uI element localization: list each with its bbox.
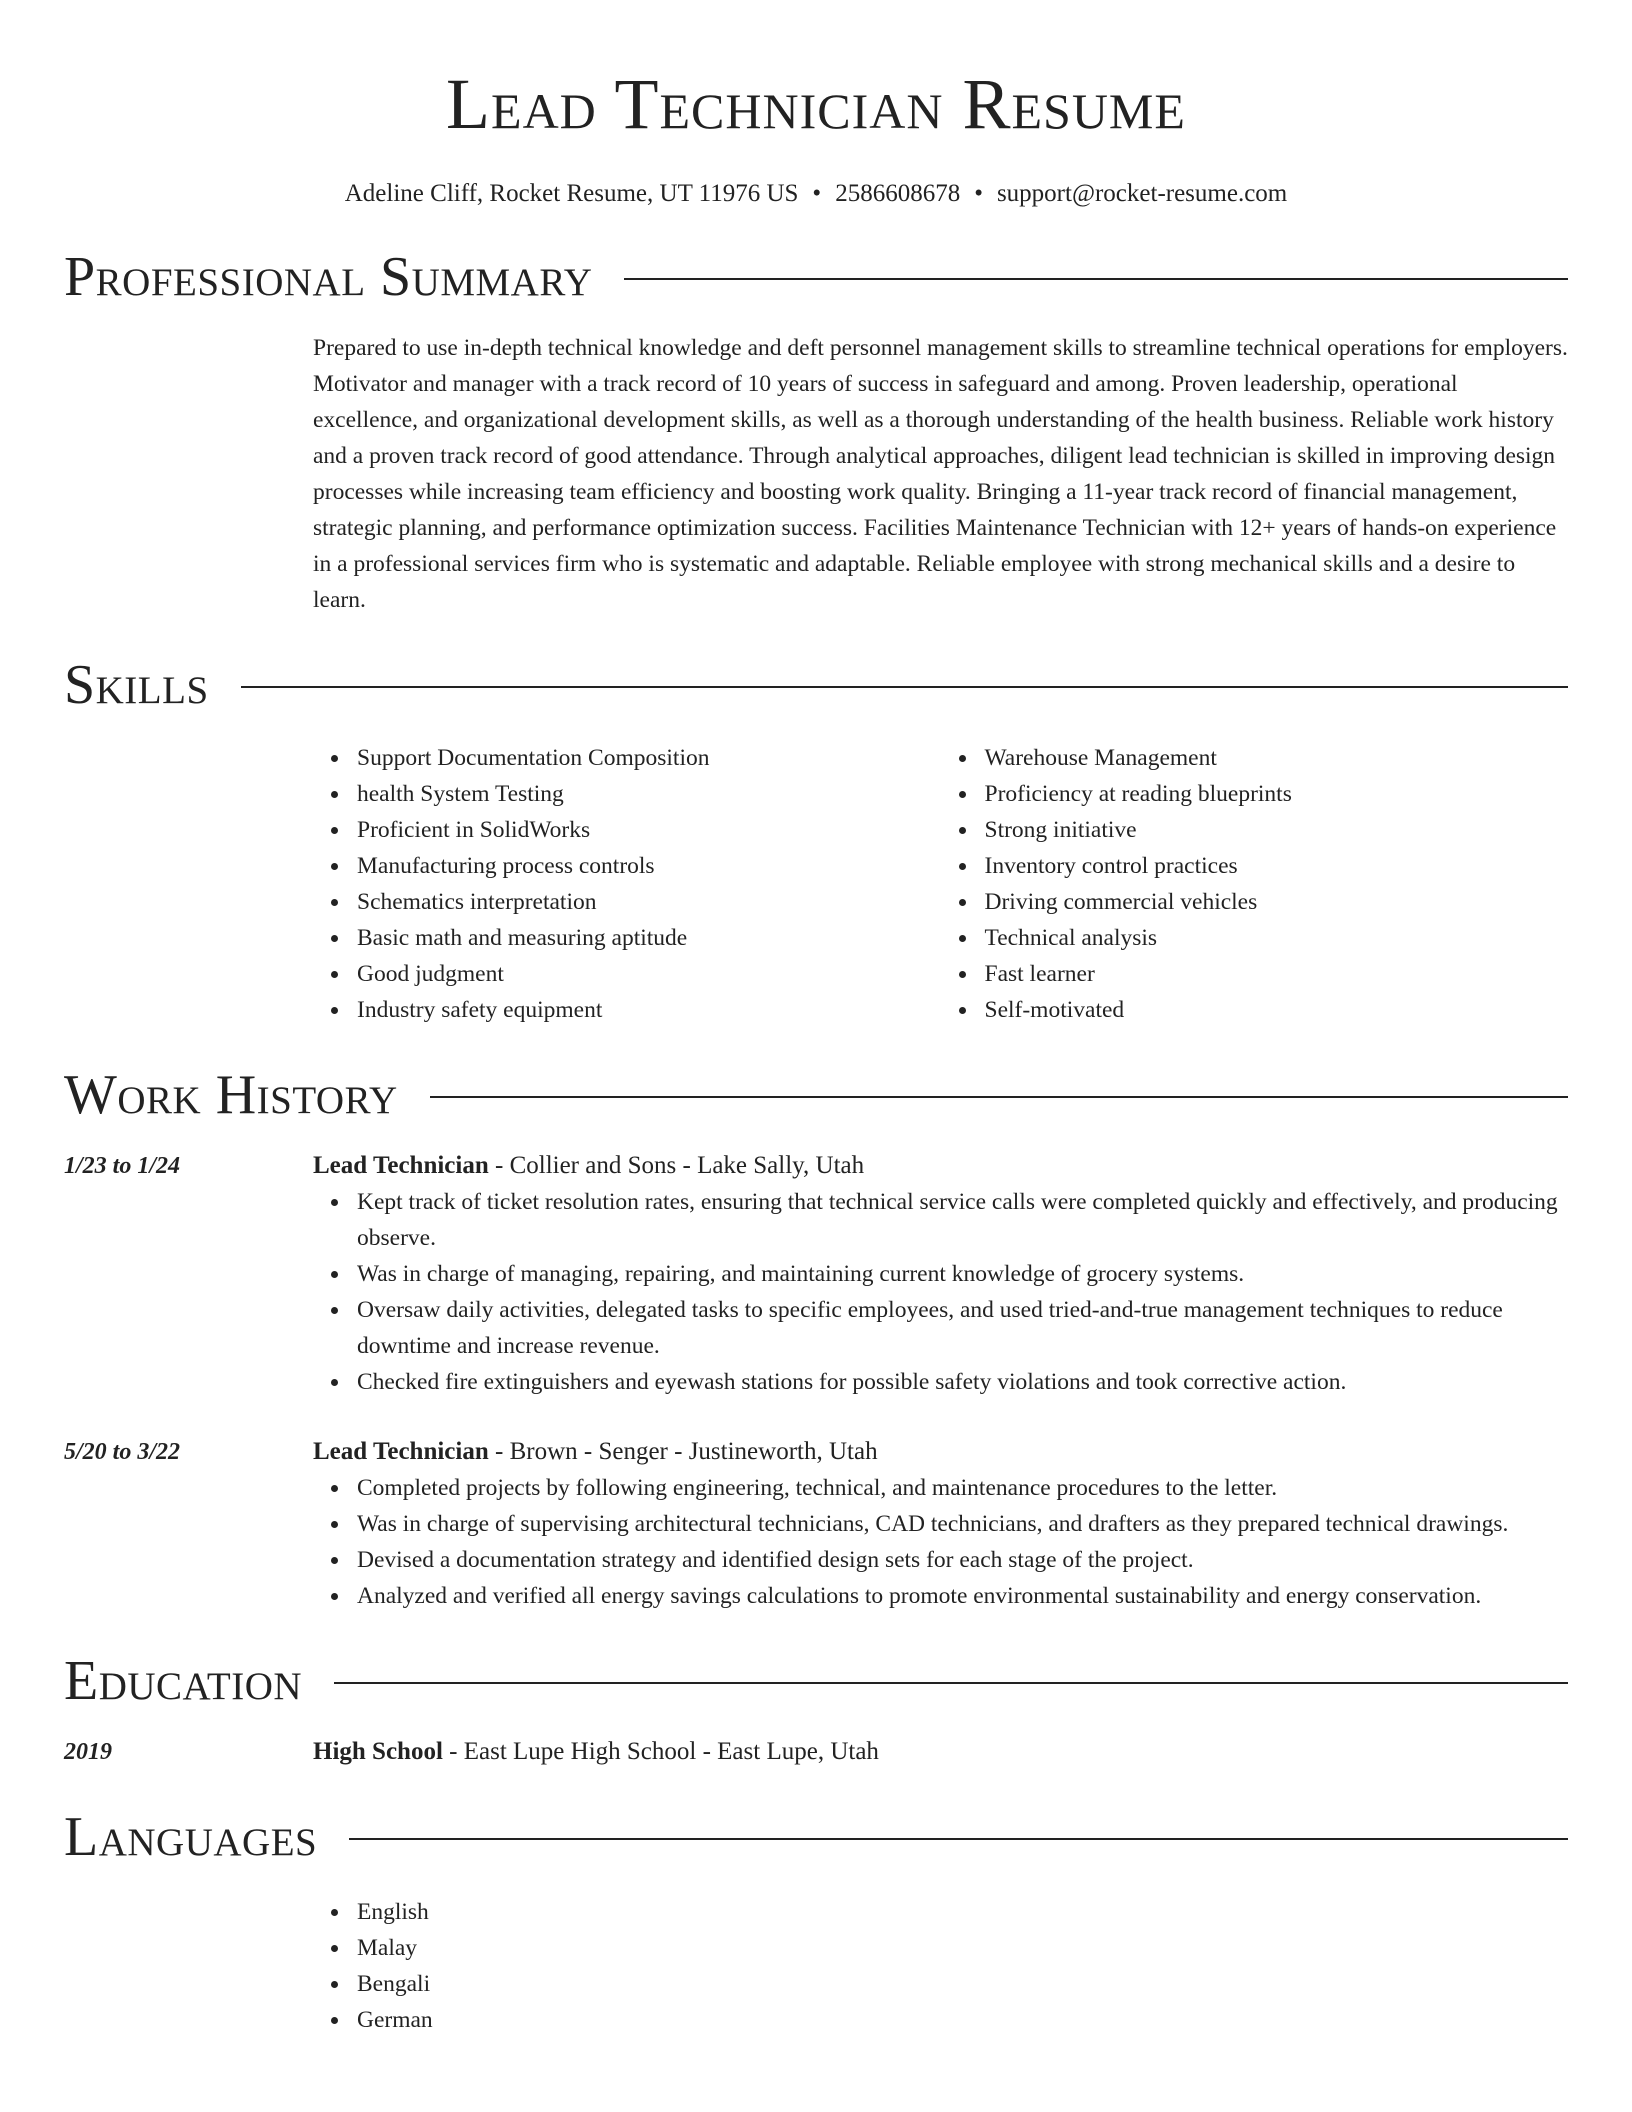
job-entry bbox=[64, 1148, 1568, 1400]
skill-item: Manufacturing process controls bbox=[357, 848, 941, 884]
skills-column-right bbox=[941, 740, 1569, 1028]
job-bullet: Analyzed and verified all energy savings calculations to promote environmental sustainability and energy conservation. bbox=[357, 1578, 1568, 1614]
section-divider bbox=[624, 278, 1568, 280]
job-title-line bbox=[313, 1148, 1568, 1184]
summary-section-header bbox=[64, 242, 1568, 312]
education-year: 2019 bbox=[64, 1739, 112, 1765]
skill-item: Good judgment bbox=[357, 956, 941, 992]
contact-phone: 2586608678 bbox=[835, 180, 961, 207]
skill-item: Schematics interpretation bbox=[357, 884, 941, 920]
skills-heading: Skills bbox=[64, 654, 209, 716]
summary-heading: Professional Summary bbox=[64, 246, 593, 308]
skill-item: Proficiency at reading blueprints bbox=[985, 776, 1569, 812]
education-entry bbox=[64, 1734, 1568, 1770]
skill-item: Strong initiative bbox=[985, 812, 1569, 848]
job-employer: - Collier and Sons - Lake Sally, Utah bbox=[488, 1152, 865, 1179]
education-degree: High School bbox=[313, 1738, 443, 1765]
education-heading: Education bbox=[64, 1650, 303, 1712]
skills-column-left bbox=[313, 740, 941, 1028]
section-divider bbox=[334, 1682, 1568, 1684]
work-heading: Work History bbox=[64, 1064, 398, 1126]
skill-item: Basic math and measuring aptitude bbox=[357, 920, 941, 956]
job-bullets bbox=[313, 1470, 1568, 1614]
skill-item: Technical analysis bbox=[985, 920, 1569, 956]
skill-item: Industry safety equipment bbox=[357, 992, 941, 1028]
job-details bbox=[313, 1434, 1568, 1614]
languages-heading: Languages bbox=[64, 1806, 318, 1868]
job-bullet: Was in charge of managing, repairing, and maintaining current knowledge of grocery systems. bbox=[357, 1256, 1568, 1292]
contact-separator: • bbox=[812, 180, 822, 207]
skill-item: Support Documentation Composition bbox=[357, 740, 941, 776]
languages-list bbox=[313, 1894, 1568, 2038]
skill-item: Warehouse Management bbox=[985, 740, 1569, 776]
skill-item: health System Testing bbox=[357, 776, 941, 812]
job-bullet: Was in charge of supervising architectural technicians, CAD technicians, and drafters as they prepared technical drawings. bbox=[357, 1506, 1568, 1542]
education-school: - East Lupe High School - East Lupe, Utah bbox=[442, 1738, 879, 1765]
language-item: English bbox=[357, 1894, 1568, 1930]
section-divider bbox=[430, 1096, 1568, 1098]
skill-item: Self-motivated bbox=[985, 992, 1569, 1028]
section-divider bbox=[349, 1838, 1568, 1840]
contact-address: Adeline Cliff, Rocket Resume, UT 11976 US bbox=[344, 180, 799, 207]
contact-separator: • bbox=[974, 180, 983, 207]
section-divider bbox=[241, 686, 1568, 688]
languages-section-header bbox=[64, 1802, 1568, 1872]
job-bullet: Checked fire extinguishers and eyewash stations for possible safety violations and took corrective action. bbox=[357, 1364, 1568, 1400]
contact-email: support@rocket-resume.com bbox=[996, 180, 1288, 207]
summary-text: Prepared to use in-depth technical knowledge and deft personnel management skills to streamline technical operations for employers. Motivator and manager with a track record of 10 years of success in safeguard and among. Proven leadership, operational excellence, and organizational development skills, as well as a thorough understanding of the health business. Reliable work history and a proven track record of good attendance. Through analytical approaches, diligent lead technician is skilled in improving design processes while increasing team efficiency and boosting work quality. Bringing a 11-year track record of financial management, strategic planning, and performance optimization success. Facilities Maintenance Technician with 12+ years of hands-on experience in a professional services firm who is systematic and adaptable. Reliable employee with strong mechanical skills and a desire to learn. bbox=[313, 335, 1568, 613]
job-bullet: Oversaw daily activities, delegated tasks to specific employees, and used tried-and-true management techniques to reduce downtime and increase revenue. bbox=[357, 1292, 1568, 1364]
language-item: Malay bbox=[357, 1930, 1568, 1966]
job-title-line bbox=[313, 1434, 1568, 1470]
skills-grid bbox=[313, 740, 1568, 1028]
job-dates: 5/20 to 3/22 bbox=[64, 1439, 181, 1465]
job-entry bbox=[64, 1434, 1568, 1614]
language-item: Bengali bbox=[357, 1966, 1568, 2002]
job-employer: - Brown - Senger - Justineworth, Utah bbox=[488, 1438, 878, 1465]
education-details bbox=[313, 1734, 1568, 1770]
skill-item: Fast learner bbox=[985, 956, 1569, 992]
job-bullet: Kept track of ticket resolution rates, ensuring that technical service calls were completed quickly and effectively, and producing observe. bbox=[357, 1184, 1568, 1256]
job-bullet: Completed projects by following engineering, technical, and maintenance procedures to the letter. bbox=[357, 1470, 1568, 1506]
job-details bbox=[313, 1148, 1568, 1400]
skill-item: Proficient in SolidWorks bbox=[357, 812, 941, 848]
job-bullets bbox=[313, 1184, 1568, 1400]
job-bullet: Devised a documentation strategy and identified design sets for each stage of the project. bbox=[357, 1542, 1568, 1578]
job-title: Lead Technician bbox=[313, 1152, 489, 1179]
job-title: Lead Technician bbox=[313, 1438, 489, 1465]
education-section-header bbox=[64, 1646, 1568, 1716]
contact-line bbox=[64, 178, 1568, 210]
education-title-line bbox=[313, 1734, 1568, 1770]
skill-item: Inventory control practices bbox=[985, 848, 1569, 884]
language-item: German bbox=[357, 2002, 1568, 2038]
job-dates: 1/23 to 1/24 bbox=[64, 1153, 181, 1179]
resume-title: Lead Technician Resume bbox=[446, 64, 1186, 144]
skills-section-header bbox=[64, 650, 1568, 720]
skill-item: Driving commercial vehicles bbox=[985, 884, 1569, 920]
work-section-header bbox=[64, 1060, 1568, 1130]
